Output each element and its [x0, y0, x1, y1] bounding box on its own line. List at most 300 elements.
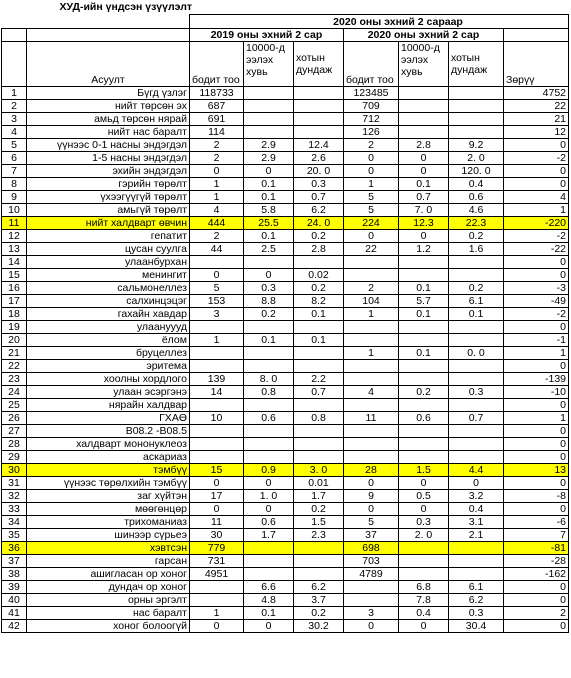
table-row [2, 607, 569, 620]
city-avg-2019 [294, 451, 344, 464]
group-header-row [2, 29, 569, 42]
city-avg-2019: 0.3 [294, 178, 344, 191]
table-row [2, 386, 569, 399]
row-number: 26 [2, 412, 27, 425]
real-count-2019: 4951 [190, 568, 244, 581]
per10000-2020: 0.1 [399, 347, 449, 360]
indicator-name: халдварт мононуклеоз [27, 438, 190, 451]
city-avg-2020: 6.2 [449, 594, 504, 607]
real-count-2020 [344, 373, 399, 386]
indicator-name: үхээгүүгүй төрөлт [27, 191, 190, 204]
city-avg-2020: 2. 0 [449, 152, 504, 165]
real-count-2019: 3 [190, 308, 244, 321]
indicator-name: ГХАӨ [27, 412, 190, 425]
per10000-2020 [399, 87, 449, 100]
change-value: 7 [504, 529, 569, 542]
real-count-2019: 153 [190, 295, 244, 308]
city-avg-2019 [294, 438, 344, 451]
table-row [2, 152, 569, 165]
city-avg-2020 [449, 555, 504, 568]
real-count-2019: 2 [190, 139, 244, 152]
city-avg-2020: 0.2 [449, 282, 504, 295]
indicator-name: 1-5 насны эндэгдэл [27, 152, 190, 165]
change-value: 0 [504, 178, 569, 191]
table-row [2, 100, 569, 113]
change-value: 0 [504, 594, 569, 607]
indicator-name: ёлом [27, 334, 190, 347]
city-avg-2019: 0.1 [294, 308, 344, 321]
real-count-2020: 4 [344, 386, 399, 399]
real-count-2019: 0 [190, 269, 244, 282]
city-avg-2020 [449, 373, 504, 386]
per10000-2019: 0.6 [244, 412, 294, 425]
city-avg-2019: 20. 0 [294, 165, 344, 178]
real-count-2020: 5 [344, 204, 399, 217]
city-avg-2019 [294, 113, 344, 126]
city-avg-2019: 2.6 [294, 152, 344, 165]
title-row [2, 0, 569, 15]
per10000-2020 [399, 269, 449, 282]
change-value: 22 [504, 100, 569, 113]
col-real-count-2019: бодит тоо [190, 42, 244, 87]
period-header: 2020 оны эхний 2 сараар [190, 15, 569, 29]
city-avg-2019 [294, 87, 344, 100]
city-avg-2020: 3.2 [449, 490, 504, 503]
per10000-2020 [399, 451, 449, 464]
indicator-name: гахайн хавдар [27, 308, 190, 321]
row-number: 16 [2, 282, 27, 295]
real-count-2019: 11 [190, 516, 244, 529]
city-avg-2020: 30.4 [449, 620, 504, 633]
city-avg-2020: 22.3 [449, 217, 504, 230]
row-number: 35 [2, 529, 27, 542]
city-avg-2020: 4.4 [449, 464, 504, 477]
real-count-2020: 5 [344, 516, 399, 529]
city-avg-2019 [294, 425, 344, 438]
per10000-2020: 0 [399, 620, 449, 633]
real-count-2019: 10 [190, 412, 244, 425]
table-row [2, 126, 569, 139]
city-avg-2020 [449, 399, 504, 412]
real-count-2020: 1 [344, 178, 399, 191]
per10000-2020: 2.8 [399, 139, 449, 152]
table-row [2, 178, 569, 191]
real-count-2019: 779 [190, 542, 244, 555]
real-count-2020: 709 [344, 100, 399, 113]
indicator-name: ашигласан ор хоног [27, 568, 190, 581]
row-number: 30 [2, 464, 27, 477]
row-number: 24 [2, 386, 27, 399]
table-row [2, 373, 569, 386]
real-count-2019: 114 [190, 126, 244, 139]
row-number: 10 [2, 204, 27, 217]
real-count-2020 [344, 269, 399, 282]
per10000-2019: 0.3 [244, 282, 294, 295]
city-avg-2020: 0.3 [449, 386, 504, 399]
row-number: 36 [2, 542, 27, 555]
real-count-2020: 37 [344, 529, 399, 542]
per10000-2019 [244, 321, 294, 334]
city-avg-2019: 12.4 [294, 139, 344, 152]
per10000-2020: 0 [399, 503, 449, 516]
change-value: -220 [504, 217, 569, 230]
city-avg-2019: 0.01 [294, 477, 344, 490]
change-value: 0 [504, 269, 569, 282]
change-value: -162 [504, 568, 569, 581]
per10000-2020: 1.2 [399, 243, 449, 256]
table-row [2, 360, 569, 373]
per10000-2019: 0.1 [244, 191, 294, 204]
city-avg-2019: 0.7 [294, 191, 344, 204]
real-count-2019 [190, 425, 244, 438]
real-count-2019: 0 [190, 165, 244, 178]
indicator-name: тэмбүү [27, 464, 190, 477]
city-avg-2020: 120. 0 [449, 165, 504, 178]
city-avg-2020 [449, 321, 504, 334]
table-row [2, 399, 569, 412]
real-count-2020: 0 [344, 230, 399, 243]
real-count-2019 [190, 360, 244, 373]
indicator-name: менингит [27, 269, 190, 282]
real-count-2020: 224 [344, 217, 399, 230]
per10000-2019 [244, 425, 294, 438]
per10000-2019: 0 [244, 269, 294, 282]
per10000-2020: 0 [399, 165, 449, 178]
per10000-2019 [244, 126, 294, 139]
table-row [2, 529, 569, 542]
real-count-2019 [190, 451, 244, 464]
change-value: 4752 [504, 87, 569, 100]
row-number: 7 [2, 165, 27, 178]
table-row [2, 256, 569, 269]
per10000-2019: 25.5 [244, 217, 294, 230]
per10000-2020: 0.1 [399, 308, 449, 321]
per10000-2019 [244, 555, 294, 568]
indicator-name: улаан эсэргэнэ [27, 386, 190, 399]
city-avg-2019: 0.8 [294, 412, 344, 425]
real-count-2020: 28 [344, 464, 399, 477]
city-avg-2020: 0.3 [449, 607, 504, 620]
city-avg-2019 [294, 100, 344, 113]
indicator-name: сальмонеллез [27, 282, 190, 295]
real-count-2019: 15 [190, 464, 244, 477]
city-avg-2019: 0.2 [294, 607, 344, 620]
row-number: 29 [2, 451, 27, 464]
real-count-2019: 691 [190, 113, 244, 126]
per10000-2019 [244, 100, 294, 113]
group-2019-header: 2019 оны эхний 2 сар [190, 29, 344, 42]
indicator-name: хоолны хордлого [27, 373, 190, 386]
change-value: -2 [504, 230, 569, 243]
city-avg-2020: 2.1 [449, 529, 504, 542]
real-count-2020: 2 [344, 139, 399, 152]
per10000-2020 [399, 126, 449, 139]
per10000-2020 [399, 334, 449, 347]
city-avg-2020: 3.1 [449, 516, 504, 529]
period-header-row [2, 15, 569, 29]
row-number: 23 [2, 373, 27, 386]
table-row [2, 555, 569, 568]
real-count-2020: 2 [344, 282, 399, 295]
real-count-2019: 118733 [190, 87, 244, 100]
row-number: 3 [2, 113, 27, 126]
table-row [2, 243, 569, 256]
row-number: 22 [2, 360, 27, 373]
city-avg-2019 [294, 347, 344, 360]
table-row [2, 113, 569, 126]
per10000-2019 [244, 347, 294, 360]
real-count-2019: 0 [190, 477, 244, 490]
col-city-avg-2020: хотын дундаж [449, 42, 504, 87]
real-count-2020: 123485 [344, 87, 399, 100]
city-avg-2019 [294, 555, 344, 568]
change-value: 0 [504, 321, 569, 334]
city-avg-2019 [294, 321, 344, 334]
per10000-2019: 0.1 [244, 178, 294, 191]
table-row [2, 412, 569, 425]
real-count-2019: 2 [190, 230, 244, 243]
per10000-2019: 6.6 [244, 581, 294, 594]
city-avg-2019: 1.7 [294, 490, 344, 503]
change-value: 0 [504, 256, 569, 269]
row-number: 21 [2, 347, 27, 360]
table-row [2, 620, 569, 633]
real-count-2020: 3 [344, 607, 399, 620]
change-value: 12 [504, 126, 569, 139]
real-count-2020: 703 [344, 555, 399, 568]
per10000-2019: 0.2 [244, 308, 294, 321]
real-count-2020: 698 [344, 542, 399, 555]
col-question: Асуулт [27, 42, 190, 87]
table-row [2, 139, 569, 152]
row-number: 20 [2, 334, 27, 347]
real-count-2020: 0 [344, 503, 399, 516]
real-count-2020: 104 [344, 295, 399, 308]
change-value: -28 [504, 555, 569, 568]
per10000-2019: 8. 0 [244, 373, 294, 386]
city-avg-2020 [449, 334, 504, 347]
indicators-table [1, 0, 569, 633]
per10000-2019: 0 [244, 165, 294, 178]
city-avg-2019: 8.2 [294, 295, 344, 308]
city-avg-2020 [449, 438, 504, 451]
real-count-2019: 30 [190, 529, 244, 542]
real-count-2020 [344, 438, 399, 451]
row-number: 12 [2, 230, 27, 243]
real-count-2020 [344, 360, 399, 373]
per10000-2020: 0.5 [399, 490, 449, 503]
change-value: -49 [504, 295, 569, 308]
city-avg-2019: 0.2 [294, 503, 344, 516]
change-value: 1 [504, 204, 569, 217]
row-number: 18 [2, 308, 27, 321]
per10000-2019 [244, 542, 294, 555]
city-avg-2020: 0.4 [449, 503, 504, 516]
city-avg-2019 [294, 542, 344, 555]
indicator-name: гарсан [27, 555, 190, 568]
table-row [2, 165, 569, 178]
real-count-2020: 1 [344, 347, 399, 360]
city-avg-2020: 1.6 [449, 243, 504, 256]
table-row [2, 308, 569, 321]
change-value: -2 [504, 308, 569, 321]
change-value: 0 [504, 581, 569, 594]
per10000-2020 [399, 542, 449, 555]
per10000-2019 [244, 256, 294, 269]
indicator-name: амьд төрсөн нярай [27, 113, 190, 126]
real-count-2019: 0 [190, 503, 244, 516]
change-value: -3 [504, 282, 569, 295]
per10000-2019 [244, 87, 294, 100]
real-count-2019: 1 [190, 191, 244, 204]
table-row [2, 269, 569, 282]
table-row [2, 295, 569, 308]
city-avg-2020: 0 [449, 477, 504, 490]
city-avg-2019 [294, 568, 344, 581]
change-value: 1 [504, 347, 569, 360]
city-avg-2019: 6.2 [294, 581, 344, 594]
city-avg-2020: 0.7 [449, 412, 504, 425]
row-number: 25 [2, 399, 27, 412]
col-city-avg-2019: хотын дундаж [294, 42, 344, 87]
per10000-2020 [399, 113, 449, 126]
indicator-name: нийт нас баралт [27, 126, 190, 139]
table-row [2, 542, 569, 555]
table-row [2, 477, 569, 490]
real-count-2019: 0 [190, 620, 244, 633]
row-number: 40 [2, 594, 27, 607]
row-number: 32 [2, 490, 27, 503]
city-avg-2020 [449, 425, 504, 438]
change-value: -22 [504, 243, 569, 256]
change-value: 21 [504, 113, 569, 126]
city-avg-2019 [294, 399, 344, 412]
per10000-2020 [399, 256, 449, 269]
row-number: 41 [2, 607, 27, 620]
city-avg-2020: 4.6 [449, 204, 504, 217]
indicator-name: нярайн халдвар [27, 399, 190, 412]
per10000-2019: 2.9 [244, 139, 294, 152]
indicator-name: хэвтсэн [27, 542, 190, 555]
real-count-2020: 126 [344, 126, 399, 139]
per10000-2019 [244, 399, 294, 412]
city-avg-2019: 6.2 [294, 204, 344, 217]
change-value: -1 [504, 334, 569, 347]
indicator-name: гэрийн төрөлт [27, 178, 190, 191]
indicator-name: заг хүйтэн [27, 490, 190, 503]
per10000-2019: 4.8 [244, 594, 294, 607]
indicator-name: Бүгд үзлэг [27, 87, 190, 100]
indicator-name: салхинцэцэг [27, 295, 190, 308]
change-value: 4 [504, 191, 569, 204]
row-number: 6 [2, 152, 27, 165]
table-row [2, 321, 569, 334]
indicator-name: хоног болоогүй [27, 620, 190, 633]
per10000-2019: 0.8 [244, 386, 294, 399]
indicator-name: бруцеллез [27, 347, 190, 360]
indicator-name: B08.2 -B08.5 [27, 425, 190, 438]
real-count-2019: 1 [190, 334, 244, 347]
indicator-name: орны эргэлт [27, 594, 190, 607]
city-avg-2019: 0.7 [294, 386, 344, 399]
city-avg-2020: 6.1 [449, 295, 504, 308]
row-number: 28 [2, 438, 27, 451]
per10000-2020: 0.1 [399, 178, 449, 191]
change-value: -8 [504, 490, 569, 503]
per10000-2019: 2.5 [244, 243, 294, 256]
row-number: 1 [2, 87, 27, 100]
per10000-2020: 0.2 [399, 386, 449, 399]
real-count-2019 [190, 321, 244, 334]
table-row [2, 217, 569, 230]
per10000-2019 [244, 360, 294, 373]
real-count-2020: 11 [344, 412, 399, 425]
city-avg-2020 [449, 87, 504, 100]
table-row [2, 594, 569, 607]
table-row [2, 204, 569, 217]
indicator-name: эритема [27, 360, 190, 373]
table-row [2, 581, 569, 594]
table-row [2, 451, 569, 464]
row-number: 14 [2, 256, 27, 269]
city-avg-2020 [449, 542, 504, 555]
city-avg-2020 [449, 360, 504, 373]
row-number: 31 [2, 477, 27, 490]
real-count-2019 [190, 256, 244, 269]
change-value: 0 [504, 438, 569, 451]
real-count-2020 [344, 594, 399, 607]
change-value: -6 [504, 516, 569, 529]
indicator-name: нас баралт [27, 607, 190, 620]
table-row [2, 490, 569, 503]
group-2020-header: 2020 оны эхний 2 сар [344, 29, 504, 42]
per10000-2019: 8.8 [244, 295, 294, 308]
per10000-2020: 0.6 [399, 412, 449, 425]
per10000-2019 [244, 113, 294, 126]
city-avg-2020: 0.2 [449, 230, 504, 243]
table-row [2, 516, 569, 529]
table-row [2, 282, 569, 295]
real-count-2020 [344, 451, 399, 464]
per10000-2020 [399, 568, 449, 581]
table-row [2, 334, 569, 347]
city-avg-2020: 0.6 [449, 191, 504, 204]
table-row [2, 503, 569, 516]
per10000-2020 [399, 360, 449, 373]
per10000-2020: 5.7 [399, 295, 449, 308]
indicator-name: мөөгөнцөр [27, 503, 190, 516]
real-count-2020: 4789 [344, 568, 399, 581]
change-value: -10 [504, 386, 569, 399]
row-number: 42 [2, 620, 27, 633]
city-avg-2020 [449, 126, 504, 139]
real-count-2020: 1 [344, 308, 399, 321]
per10000-2019 [244, 568, 294, 581]
per10000-2020 [399, 321, 449, 334]
indicator-name: цусан суулга [27, 243, 190, 256]
per10000-2020: 7.8 [399, 594, 449, 607]
real-count-2019: 1 [190, 178, 244, 191]
per10000-2020 [399, 373, 449, 386]
real-count-2020 [344, 425, 399, 438]
change-value: 0 [504, 165, 569, 178]
city-avg-2020 [449, 568, 504, 581]
per10000-2019: 1.7 [244, 529, 294, 542]
row-number: 37 [2, 555, 27, 568]
per10000-2019: 0.6 [244, 516, 294, 529]
per10000-2019: 5.8 [244, 204, 294, 217]
real-count-2019: 4 [190, 204, 244, 217]
